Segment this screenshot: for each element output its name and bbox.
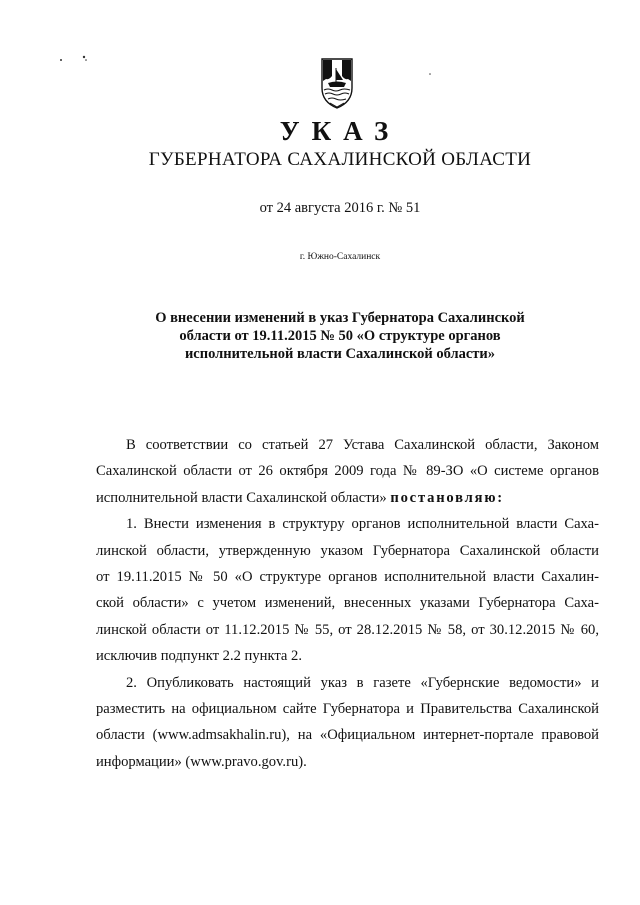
document-body (96, 432, 599, 775)
preamble-line (96, 485, 599, 511)
preamble-text: исполнительной власти Сахалинской области» (96, 489, 391, 506)
item1-line: исключив подпункт 2.2 пункта 2. (96, 648, 302, 665)
item1-line: ской области» с учетом изменений, внесенных указами Губернатора Саха- (96, 595, 599, 612)
document-title: УКАЗ (279, 116, 401, 146)
item1-line: от 19.11.2015 № 50 «О структуре органов исполнительной власти Сахалин- (96, 568, 599, 585)
item1-line: линской области, утвержденную указом Губернатора Сахалинской области (96, 542, 599, 559)
item2-line: области (www.admsakhalin.ru), на «Официальном интернет-портале правовой (96, 727, 599, 744)
item1-line: 1. Внести изменения в структуру органов исполнительной власти Саха- (126, 516, 599, 533)
heading-line: исполнительной власти Сахалинской области» (184, 346, 496, 362)
sakhalin-coat-of-arms-emblem (320, 56, 354, 112)
item2-line: информации» (www.pravo.gov.ru). (96, 753, 307, 770)
heading-line: области от 19.11.2015 № 50 «О структуре органов (179, 328, 501, 344)
document-subtitle: ГУБЕРНАТОРА САХАЛИНСКОЙ ОБЛАСТИ (148, 149, 532, 170)
decree-keyword: постановляю: (390, 489, 504, 506)
document-city: г. Южно-Сахалинск (299, 252, 381, 262)
item1-line: линской области от 11.12.2015 № 55, от 28.12.2015 № 58, от 30.12.2015 № 60, (96, 621, 599, 638)
preamble-line: В соответствии со статьей 27 Устава Сахалинской области, Законом (126, 437, 599, 453)
item2-line: 2. Опубликовать настоящий указ в газете «Губернские ведомости» и (126, 674, 599, 691)
document-heading (90, 309, 590, 363)
preamble-line: Сахалинской области от 26 октября 2009 года № 89-ЗО «О системе органов (96, 463, 599, 480)
heading-line: О внесении изменений в указ Губернатора Сахалинской (155, 310, 525, 326)
document-date-number: от 24 августа 2016 г. № 51 (259, 200, 421, 216)
item2-line: разместить на официальном сайте Губернатора и Правительства Сахалинской (96, 700, 599, 717)
